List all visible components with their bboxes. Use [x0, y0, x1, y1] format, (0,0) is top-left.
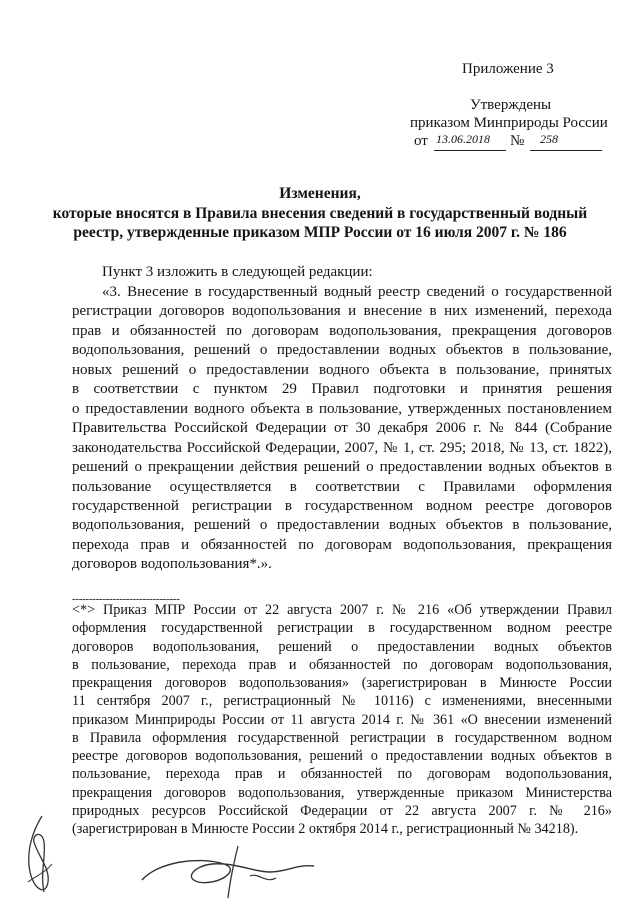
doc-title-1: Изменения,: [279, 185, 361, 202]
footnote-line: <*> Приказ МПР России от 22 августа 2007 г. № 216 «Об утверждении Правил: [72, 602, 612, 618]
body-line: Правительства Российской Федерации от 30 декабря 2006 г. № 844 (Собрание: [72, 420, 612, 437]
body-line: законодательства Российской Федерации, 2007, № 1, ст. 295; 2018, № 13, ст. 1822),: [72, 439, 612, 456]
body-line: новых решений о предоставлении водного объекта в пользование, принятых: [72, 361, 612, 378]
footnote-line: (зарегистрирован в Минюсте России 2 октября 2014 г., регистрационный № 34218).: [72, 821, 579, 837]
body-line: водопользования, решений о предоставлении водных объектов в пользование,: [72, 517, 612, 534]
body-line: «3. Внесение в государственный водный реестр сведений о государственной: [102, 284, 612, 300]
body-line: договоров водопользования*.».: [72, 556, 272, 573]
doc-title-3: реестр, утвержденные приказом МПР России от 16 июля 2007 г. № 186: [73, 224, 567, 241]
body-line: государственной регистрации в государственном водном реестре договоров: [72, 497, 612, 514]
body-line: решений о прекращении действия решений о предоставлении водных объектов в: [72, 459, 612, 476]
order-date: 13.06.2018: [436, 132, 490, 146]
footnote-line: в пользование, перехода прав и обязанностей по договорам водопользования,: [72, 656, 612, 673]
body-line: перехода прав и обязанностей по договорам водопользования, прекращения: [72, 536, 612, 553]
approved-by-order: приказом Минприроды России: [410, 115, 608, 131]
handwritten-signature: [138, 842, 328, 902]
body-intro: Пункт 3 изложить в следующей редакции:: [102, 264, 373, 280]
footnote-line: прекращения договоров водопользования» (зарегистрирован в Минюсте России: [72, 675, 612, 691]
body-line: прав и обязанностей по договорам водопользования, прекращения договоров: [72, 322, 612, 339]
appendix-label: Приложение 3: [462, 61, 554, 77]
footnote-line: договоров водопользования, решений о предоставлении водных объектов: [72, 638, 612, 655]
footnote-line: прекращения договоров водопользования, утвержденные приказом Министерства: [72, 784, 612, 801]
number-underline: [530, 150, 602, 151]
side-initials-signature: [20, 812, 60, 902]
body-line: регистрации договоров водопользования и внесение в них изменений, перехода: [72, 303, 612, 320]
doc-title-2: которые вносятся в Правила внесения сведений в государственный водный: [52, 205, 588, 222]
footnote-line: реестре договоров водопользования, решений о предоставлении водных объектов в: [72, 748, 612, 764]
approved-label: Утверждены: [470, 97, 552, 113]
footnote-line: 11 сентября 2007 г., регистрационный № 10116) с изменениями, внесенными: [72, 693, 612, 710]
body-line: водопользования, решений о предоставлении водных объектов в пользование,: [72, 342, 612, 359]
footnote-line: приказом Минприроды России от 11 августа 2014 г. № 361 «О внесении изменений: [72, 711, 612, 728]
body-line: пользование осуществляется в соответствии с Правилами оформления: [72, 478, 612, 495]
order-number: 258: [540, 132, 558, 146]
body-line: в соответствии с пунктом 29 Правил подготовки и принятия решения: [72, 381, 612, 398]
footnote-line: пользование, перехода прав и обязанностей по договорам водопользования,: [72, 766, 612, 783]
footnote-line: природных ресурсов Российской Федерации от 22 августа 2007 г. № 216»: [72, 802, 612, 819]
footnote-line: оформления государственной регистрации в государственном водном реестре: [72, 620, 612, 637]
order-no: №: [510, 133, 525, 149]
body-line: о предоставлении водного объекта в пользование, утвержденных постановлением: [72, 400, 612, 417]
footnote-line: в Правила оформления государственной регистрации в государственном водном: [72, 729, 612, 746]
footnote-separator: --------------------------------: [72, 593, 180, 605]
order-ot: от: [414, 133, 428, 149]
date-underline: [434, 150, 506, 151]
